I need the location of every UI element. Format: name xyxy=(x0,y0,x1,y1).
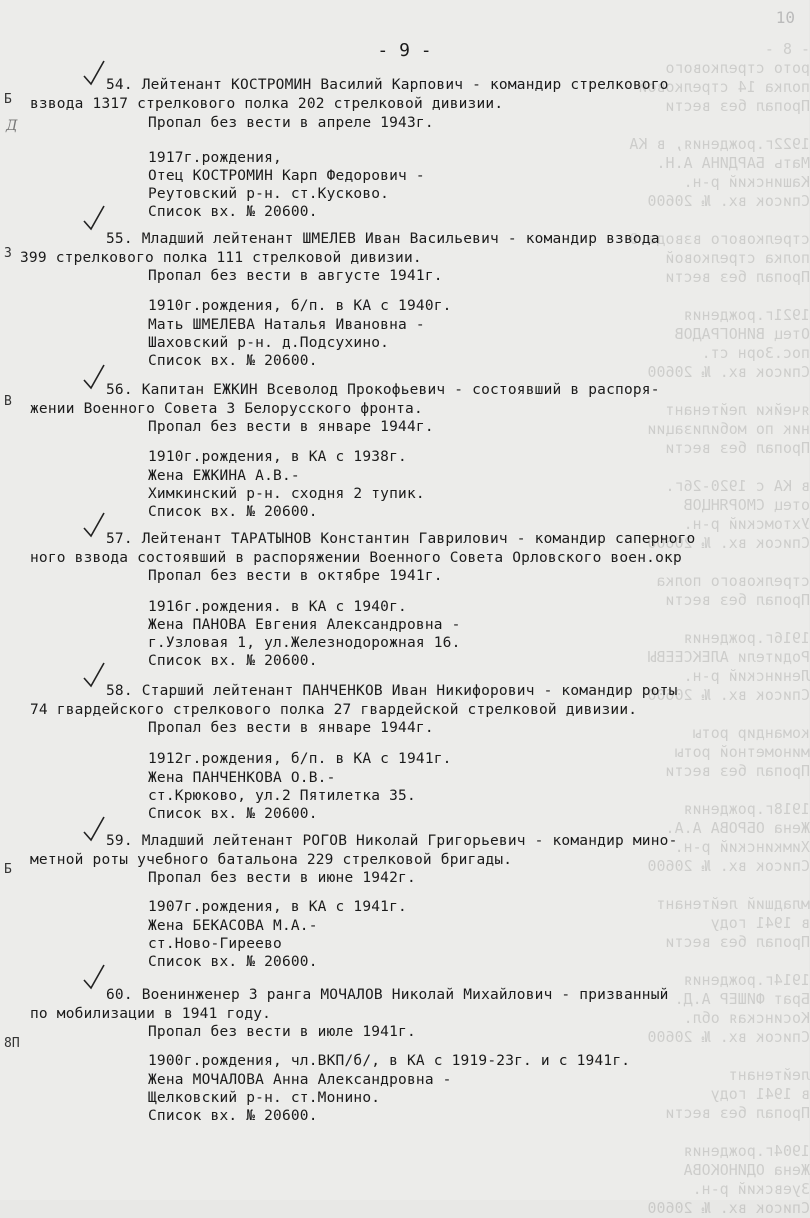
checkmark-icon xyxy=(82,512,106,538)
entry-detail-1: 1916г.рождения. в КА с 1940г. xyxy=(148,599,407,615)
entry-heading-1: Военинженер 3 ранга МОЧАЛОВ Николай Михайлович - призванный xyxy=(141,987,669,1003)
entry-detail-4: Список вх. № 20600. xyxy=(148,353,318,369)
entry-heading-1: Младший лейтенант ШМЕЛЕВ Иван Васильевич - командир взвода xyxy=(141,231,660,247)
entry-detail-2: Жена БЕКАСОВА М.А.- xyxy=(148,918,318,934)
margin-mark-4: Б xyxy=(4,862,12,877)
entry-detail-2: Жена ЕЖКИНА А.В.- xyxy=(148,468,300,484)
entry-heading-2: 74 гвардейского стрелкового полка 27 гвардейской стрелковой дивизии. xyxy=(30,702,638,718)
checkmark-icon xyxy=(82,964,106,990)
entry-detail-2: Жена ПАНЧЕНКОВА О.В.- xyxy=(148,770,336,786)
entry-detail-4: Список вх. № 20600. xyxy=(148,954,318,970)
checkmark-icon xyxy=(82,205,106,231)
entry-detail-2: Жена МОЧАЛОВА Анна Александровна - xyxy=(148,1072,452,1088)
checkmark-icon xyxy=(82,662,106,688)
entry-heading-1: Лейтенант ТАРАТЫНОВ Константин Гаврилович - командир саперного xyxy=(141,531,696,547)
pencil-note: Д xyxy=(6,118,18,134)
entry-detail-3: Щелковский р-н. ст.Монино. xyxy=(148,1090,381,1106)
entry-heading-2: 399 стрелкового полка 111 стрелковой дивизии. xyxy=(20,250,422,266)
entry-heading-2: по мобилизации в 1941 году. xyxy=(30,1006,272,1022)
entry-status: Пропал без вести в июле 1941г. xyxy=(148,1024,416,1040)
entry-heading-1: Старший лейтенант ПАНЧЕНКОВ Иван Никифорович - командир роты xyxy=(141,683,678,699)
entry-heading-2: взвода 1317 стрелкового полка 202 стрелковой дивизии. xyxy=(30,96,504,112)
entry-status: Пропал без вести в августе 1941г. xyxy=(148,268,443,284)
margin-mark-1: Б xyxy=(4,92,12,107)
entry-number: 59. xyxy=(106,833,133,849)
checkmark-icon xyxy=(82,60,106,86)
entry-status: Пропал без вести в июне 1942г. xyxy=(148,870,416,886)
entry-status: Пропал без вести в апреле 1943г. xyxy=(148,115,434,131)
entry-detail-1: 1910г.рождения, в КА с 1938г. xyxy=(148,449,407,465)
entry-detail-4: Список вх. № 20600. xyxy=(148,1108,318,1124)
entry-detail-3: г.Узловая 1, ул.Железнодорожная 16. xyxy=(148,635,461,651)
entry-number: 58. xyxy=(106,683,133,699)
entry-detail-1: 1910г.рождения, б/п. в КА с 1940г. xyxy=(148,298,452,314)
entry-detail-4: Список вх. № 20600. xyxy=(148,806,318,822)
bleed-through-texture: - 8 - рото стрелкового полка 14 стрелковой Пропал без вести 1922г.рождения, в КА Мать БАРДИНА А.Н. Кашинский р-н. Список вх. № 20600 стрелкового взвода 9 полка стрелковой Пропал без вести 1921г.рождения Отец ВИНОГРАДОВ пос.Зорн ст. Список вх. № 20600 ячейки лейтенант ник по мобилизации Пропал без вести в КА с 1920-26г. отец СМОРЯНЦОВ Ухтомский р-н. Список вх. № 20600 стрелкового полка Пропал без вести 1916г.рождения Родители АЛЕКСЕЕВЫ Ленинский р-н. Список вх. № 20600 командир роты минометной роты Пропал без вести 1918г.рождения Жена ОБРОВА А.А. Химкинский р-н. Список вх. № 20600 младший лейтенант в 1941 году Пропал без вести 1914г.рождения Брат ФИШЕР А.Д. Косинская обл. Список вх. № 20600 лейтенант в 1941 году Пропал без вести 1904г.рождения Жена ОДИНОКОВА Зуевский р-н. Список вх. № 20600 xyxy=(629,40,810,1217)
entry-heading-1: Младший лейтенант РОГОВ Николай Григорьевич - командир мино- xyxy=(141,833,678,849)
entry-heading-1: Лейтенант КОСТРОМИН Василий Карпович - командир стрелкового xyxy=(141,77,669,93)
margin-mark-5: 8П xyxy=(4,1036,20,1051)
entry-number: 60. xyxy=(106,987,133,1003)
entry-detail-4: Список вх. № 20600. xyxy=(148,504,318,520)
entry-number: 57. xyxy=(106,531,133,547)
entry-status: Пропал без вести в январе 1944г. xyxy=(148,720,434,736)
entry-detail-1: 1917г.рождения, xyxy=(148,150,282,166)
entry-detail-1: 1907г.рождения, в КА с 1941г. xyxy=(148,899,407,915)
entry-detail-2: Мать ШМЕЛЕВА Наталья Ивановна - xyxy=(148,317,425,333)
entry-heading-2: ного взвода состоявший в распоряжении Военного Совета Орловского воен.окр xyxy=(30,550,682,566)
entry-detail-3: Химкинский р-н. сходня 2 тупик. xyxy=(148,486,425,502)
entry-detail-2: Отец КОСТРОМИН Карп Федорович - xyxy=(148,168,425,184)
margin-mark-3: В xyxy=(4,394,12,409)
entry-detail-4: Список вх. № 20600. xyxy=(148,653,318,669)
entry-detail-1: 1912г.рождения, б/п. в КА с 1941г. xyxy=(148,751,452,767)
entry-detail-4: Список вх. № 20600. xyxy=(148,204,318,220)
margin-mark-2: З xyxy=(4,246,12,261)
entry-detail-3: Шаховский р-н. д.Подсухино. xyxy=(148,335,390,351)
entry-detail-3: Реутовский р-н. ст.Кусково. xyxy=(148,186,390,202)
checkmark-icon xyxy=(82,816,106,842)
entry-status: Пропал без вести в октябре 1941г. xyxy=(148,568,443,584)
checkmark-icon xyxy=(82,364,106,390)
entry-heading-2: метной роты учебного батальона 229 стрелковой бригады. xyxy=(30,852,513,868)
entry-number: 56. xyxy=(106,382,133,398)
entry-heading-1: Капитан ЕЖКИН Всеволод Прокофьевич - состоявший в распоря- xyxy=(141,382,660,398)
entry-status: Пропал без вести в январе 1944г. xyxy=(148,419,434,435)
entry-detail-3: ст.Крюково, ул.2 Пятилетка 35. xyxy=(148,788,416,804)
entry-detail-1: 1900г.рождения, чл.ВКП/б/, в КА с 1919-23г. и с 1941г. xyxy=(148,1053,631,1069)
entry-detail-3: ст.Ново-Гиреево xyxy=(148,936,282,952)
entry-heading-2: жении Военного Совета 3 Белорусского фронта. xyxy=(30,401,423,417)
entry-detail-2: Жена ПАНОВА Евгения Александровна - xyxy=(148,617,461,633)
entry-number: 55. xyxy=(106,231,133,247)
entry-number: 54. xyxy=(106,77,133,93)
page-number: - 9 - xyxy=(377,40,432,61)
corner-page-mark: 10 xyxy=(775,8,795,27)
